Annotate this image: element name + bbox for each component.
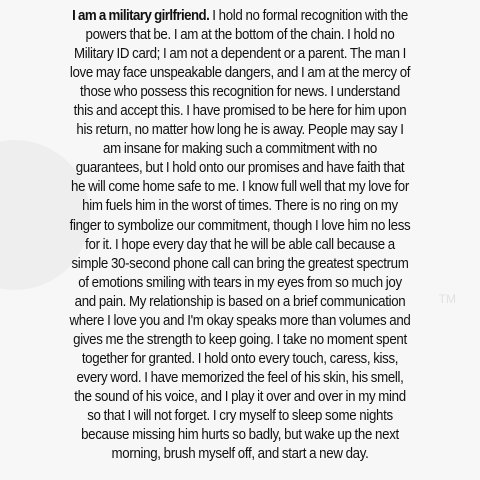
watermark-trademark: TM: [438, 292, 456, 306]
document-body: I hold no formal recognition with the powers that be. I am at the bottom of the chain. I hold no Military ID card; I am not a dependent or a parent. The man I love may face unspeakable dangers, and I am at the mercy of those who possess this recognition for news. I understand this and accept this. I have promised to be here for him upon his return, no matter how long he is away. People may say I am insane for making such a commitment with no guarantees, but I hold onto our promises and have faith that he will come home safe to me. I know full well that my love for him fuels him in the worst of times. There is no ring on my finger to symbolize our commitment, though I love him no less for it. I hope every day that he will be able call because a simple 30-second phone call can bring the greatest spectrum of emotions smiling with tears in my eyes from so much joy and pain. My relationship is based on a brief communication where I love you and I'm okay speaks more than volumes and gives me the strength to keep going. I take no moment spent together for granted. I hold onto every touch, caress, kiss, every word. I have memorized the feel of his skin, his smell, the sound of his voice, and I play it over and over in my mind so that I will not forget. I cry myself to sleep some nights because missing him hurts so badly, but wake up the next morning, brush myself off, and start a new day.: [69, 8, 411, 463]
document-text: [69, 7, 411, 464]
document-title: I am a military girlfriend.: [72, 8, 210, 24]
